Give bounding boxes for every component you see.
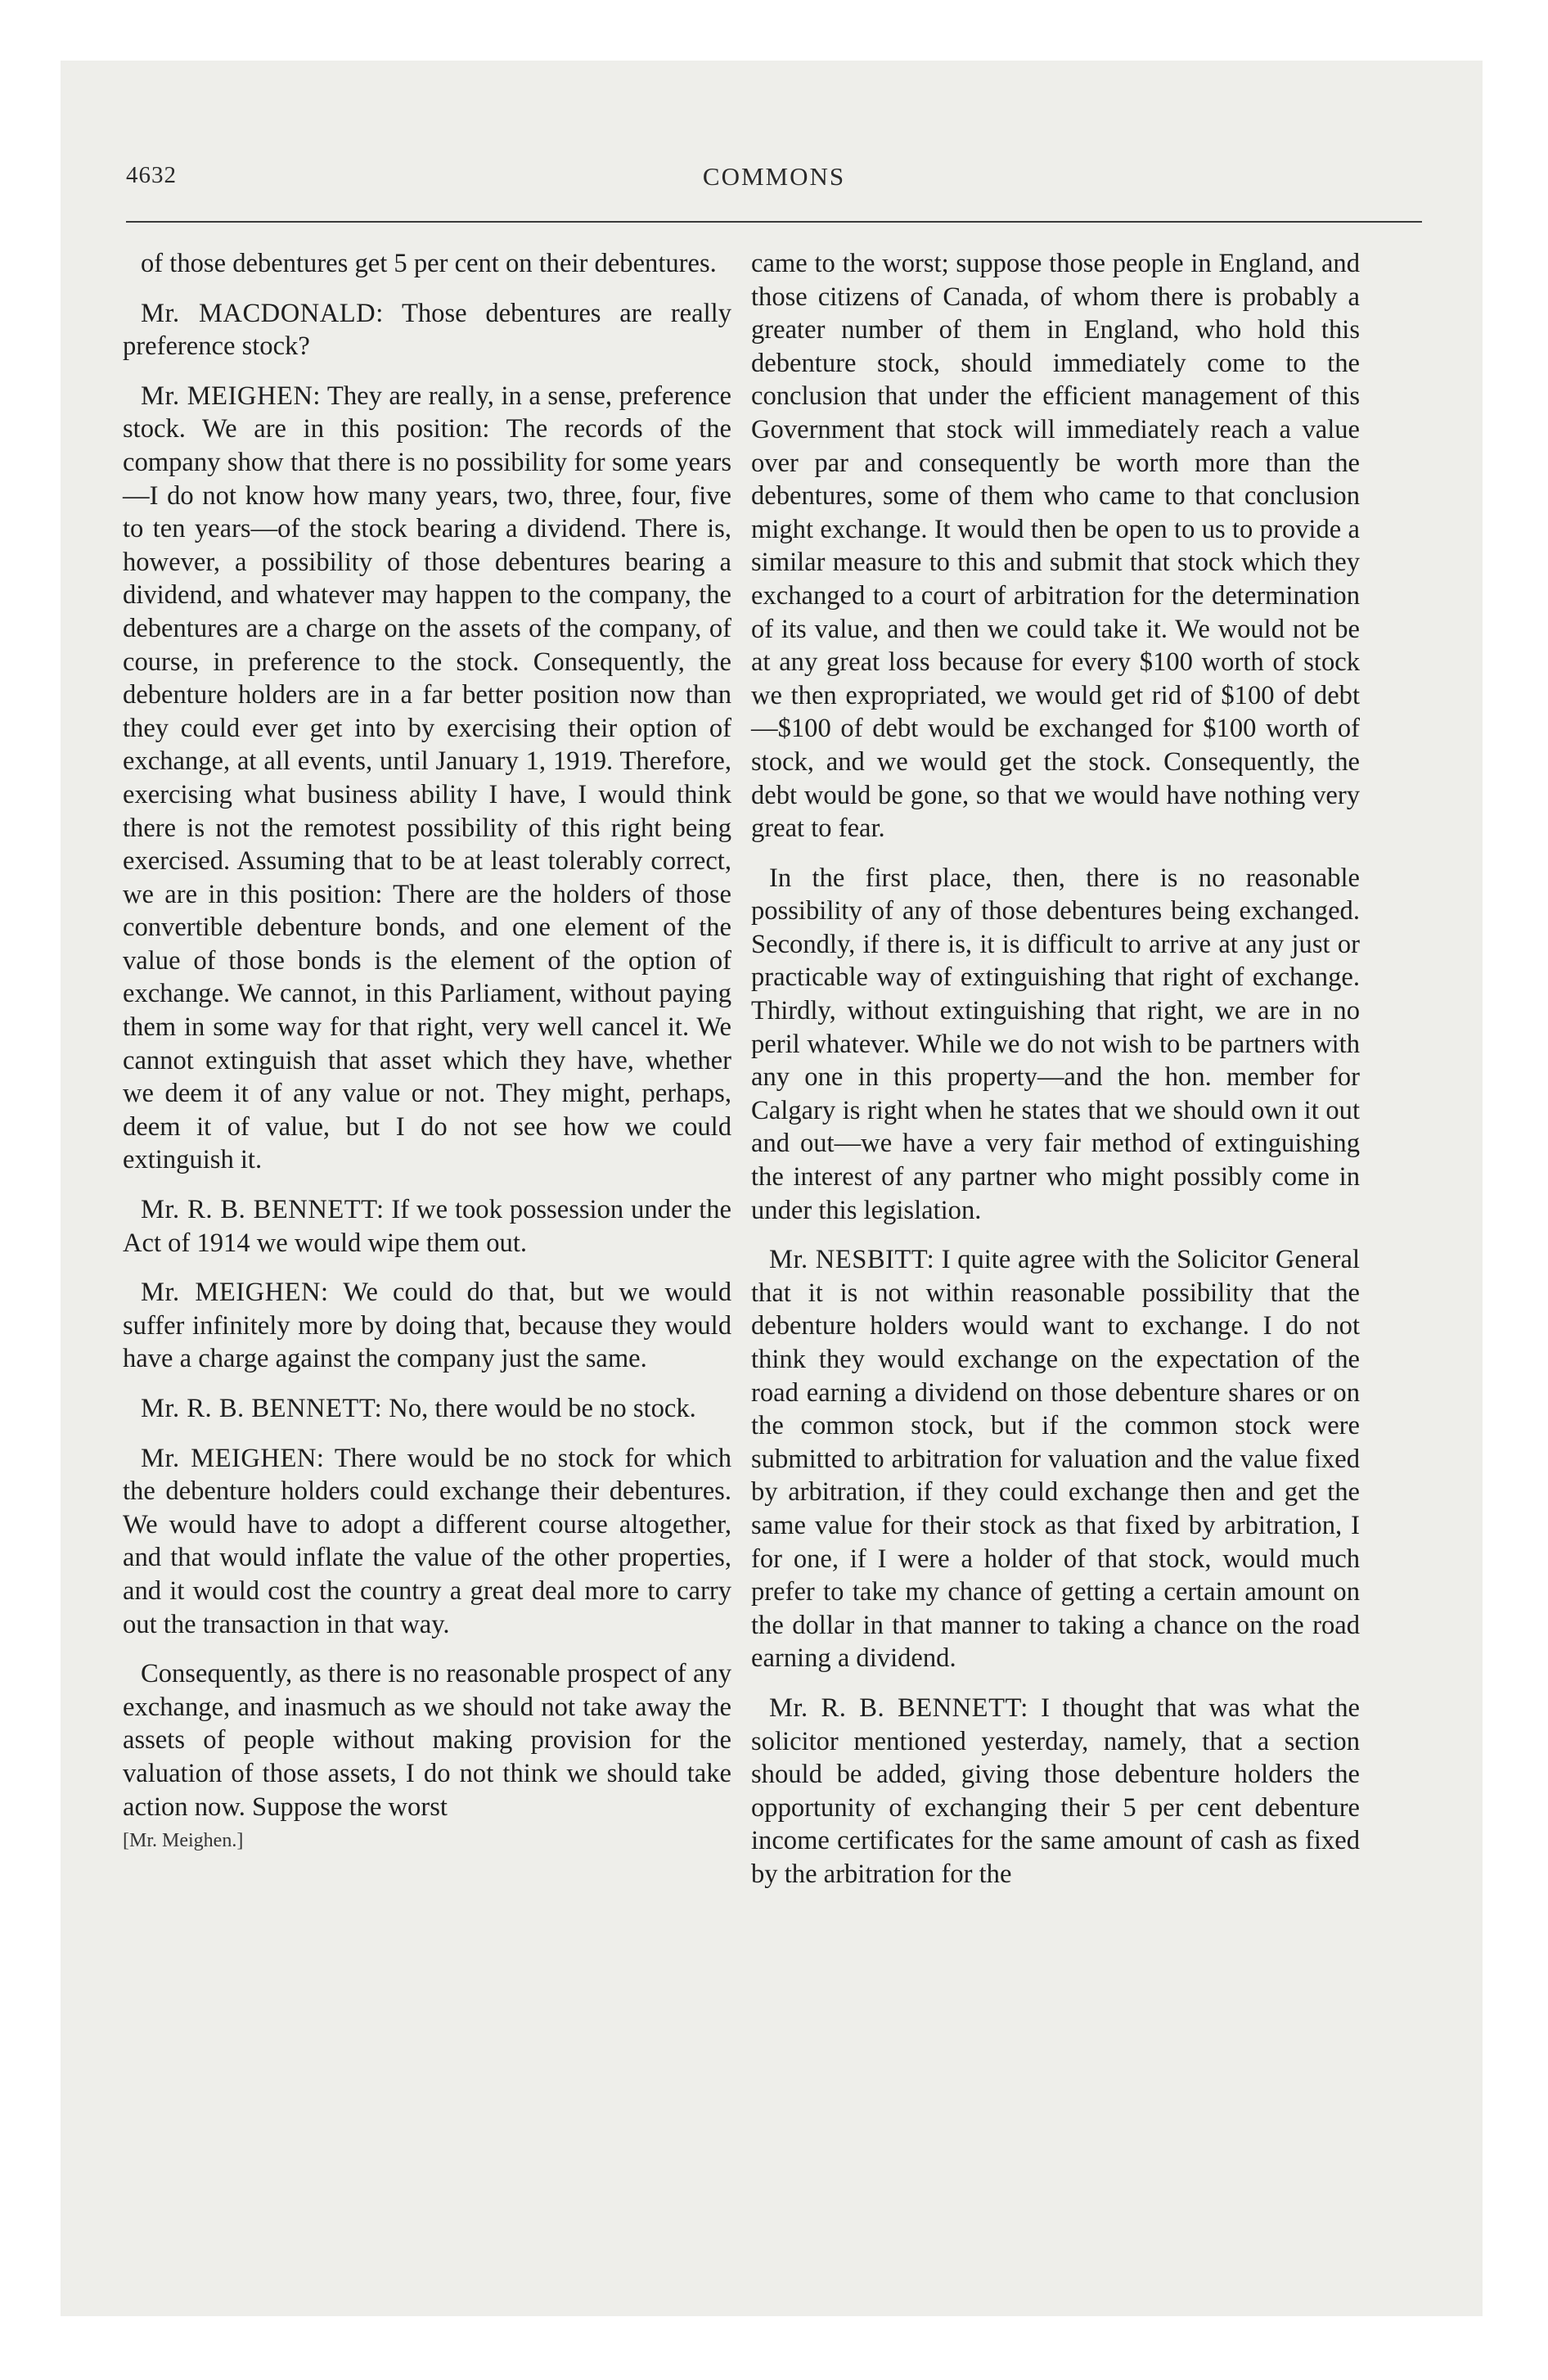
- paragraph-text: We could do that, but we would suffer infinitely more by doing that, because they would have a charge against the company just the same.: [123, 1278, 731, 1374]
- page-header: [126, 162, 1422, 211]
- page-number: 4632: [126, 162, 177, 188]
- speaker-name: Mr. MEIGHEN:: [141, 1278, 329, 1308]
- paragraph: [123, 1193, 731, 1260]
- speaker-footer-note: [Mr. Meighen.]: [123, 1830, 244, 1852]
- paragraph: [751, 1243, 1360, 1675]
- paragraph: [751, 862, 1360, 1228]
- speaker-name: Mr. MACDONALD:: [141, 298, 384, 328]
- paragraph-text: No, there would be no stock.: [382, 1394, 696, 1423]
- paragraph: [123, 380, 731, 1177]
- speaker-name: Mr. R. B. BENNETT:: [141, 1195, 385, 1225]
- speaker-name: Mr. R. B. BENNETT:: [769, 1693, 1028, 1723]
- paragraph: [123, 1276, 731, 1376]
- left-column: [123, 247, 731, 1869]
- speaker-name: Mr. MEIGHEN:: [141, 381, 321, 411]
- running-head: COMMONS: [702, 162, 846, 191]
- paragraph: [123, 297, 731, 363]
- paragraph-text: They are really, in a sense, preference stock. We are in this position: The records of the company show that there is no possibility for some years—I do not know how many years, two, three, four, five to ten years—of the stock bearing a dividend. There is, however, a possibility of those debentures bearing a dividend, and whatever may happen to the company, the debentures are a charge on the assets of the company, of course, in preference to the stock. Consequently, the debenture holders are in a far better position now than they could ever get into by exercising their option of exchange, at all events, until January 1, 1919. Therefore, exercising what business ability I have, I would think there is not the remotest possibility of this right being exercised. Assuming that to be at least tolerably correct, we are in this position: There are the holders of those convertible debenture bonds, and one element of the value of those bonds is the element of the option of exchange. We cannot, in this Parliament, without paying them in some way for that right, very well cancel it. We cannot extinguish that asset which they have, whether we deem it of any value or not. They might, perhaps, deem it of value, but I do not see how we could extinguish it.: [123, 381, 732, 1175]
- header-rule: [126, 221, 1422, 223]
- speaker-name: Mr. MEIGHEN:: [141, 1443, 325, 1473]
- paragraph-text: Consequently, as there is no reasonable prospect of any exchange, and inasmuch as we should not take away the assets of people without making provision for the valuation of those assets, I do not think we should take action now. Suppose the worst: [123, 1659, 731, 1822]
- paragraph-text: Those debentures are really preference stock?: [123, 298, 731, 362]
- paragraph-text: There would be no stock for which the debenture holders could exchange their debentures. We would have to adopt a different course altogether, and that would inflate the value of the other properties, and it would cost the country a great deal more to carry out the transaction in that way.: [123, 1443, 731, 1639]
- paragraph-text: In the first place, then, there is no reasonable possibility of any of those debentures being exchanged. Secondly, if there is, it is difficult to arrive at any just or practicable way of extinguishing that right of exchange. Thirdly, without extinguishing that right, we are in no peril whatever. While we do not wish to be partners with any one in this property—and the hon. member for Calgary is right when he states that we should own it out and out—we have a very fair method of extinguishing the interest of any partner who might possibly come in under this legislation.: [751, 863, 1360, 1225]
- speaker-name: Mr. R. B. BENNETT:: [141, 1394, 383, 1423]
- right-column: [751, 247, 1360, 1908]
- paragraph: [751, 1692, 1360, 1891]
- paragraph-text: of those debentures get 5 per cent on their debentures.: [141, 249, 717, 278]
- paragraph-text: I thought that was what the solicitor mentioned yesterday, namely, that a section should be added, giving those debenture holders the opportunity of exchanging their 5 per cent debenture income certificates for the same amount of cash as fixed by the arbitration for the: [751, 1693, 1360, 1889]
- paragraph: [123, 1392, 731, 1426]
- paragraph: [123, 1657, 731, 1823]
- paragraph-text: came to the worst; suppose those people in England, and those citizens of Canada, of whom there is probably a greater number of them in England, who hold this debenture stock, should immediately come to the conclusion that under the efficient management of this Government that stock will immediately reach a value over par and consequently be worth more than the debentures, some of them who came to that conclusion might exchange. It would then be open to us to provide a similar measure to this and submit that stock which they exchanged to a court of arbitration for the determination of its value, and then we could take it. We would not be at any great loss because for every $100 worth of stock we then expropriated, we would get rid of $100 of debt—$100 of debt would be exchanged for $100 worth of stock, and we would get the stock. Consequently, the debt would be gone, so that we would have nothing very great to fear.: [751, 249, 1360, 844]
- paragraph: [123, 1442, 731, 1642]
- paragraph-text: If we took possession under the Act of 1914 we would wipe them out.: [123, 1195, 732, 1258]
- speaker-name: Mr. NESBITT:: [769, 1245, 935, 1275]
- paragraph: [751, 247, 1360, 845]
- paragraph-text: I quite agree with the Solicitor General that it is not within reasonable possibility that the debenture holders would want to exchange. I do not think they would exchange on the expectation of the road earning a dividend on those debenture shares or on the common stock, but if the common stock were submitted to arbitration for valuation and the value fixed by arbitration, if they could exchange then and get the same value for their stock as that fixed by arbitration, I for one, if I were a holder of that stock, would much prefer to take my chance of getting a certain amount on the dollar in that manner to taking a chance on the road earning a dividend.: [751, 1245, 1360, 1674]
- paragraph: [123, 247, 731, 281]
- page-sheet: [61, 61, 1483, 2316]
